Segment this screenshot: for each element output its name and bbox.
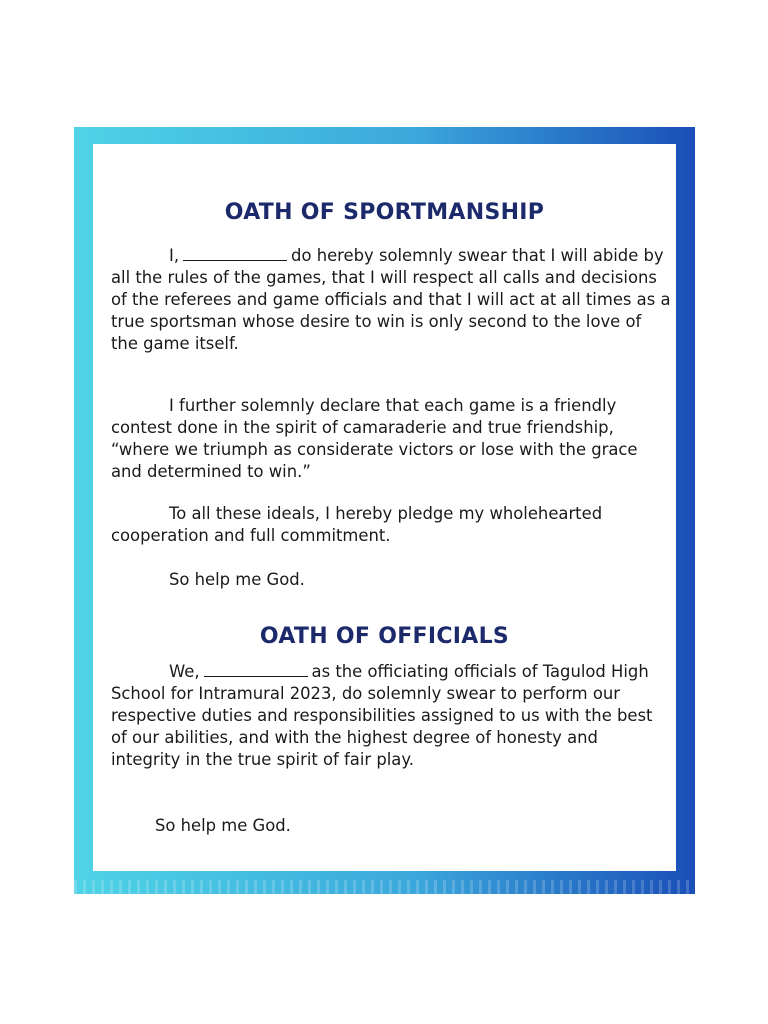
officials-title: OATH OF OFFICIALS	[259, 624, 510, 649]
officials-paragraph-1-text: as the officiating officials of Tagulod High School for Intramural 2023, do solemnly swear to perform our respective duties and responsibilities assigned to us with the best of our abilities, and with the highest degree of honesty and integrity in the true spirit of fair play.	[111, 662, 653, 769]
sportsmanship-paragraph-3-text: To all these ideals, I hereby pledge my wholehearted cooperation and full commitment.	[111, 504, 603, 545]
sportsmanship-paragraph-3	[111, 503, 671, 547]
name-blank-line	[183, 246, 287, 261]
sportsmanship-paragraph-1-text: do hereby solemnly swear that I will abide by all the rules of the games, that I will respect all calls and decisions of the referees and game officials and that I will act at all times as a true sportsman whose desire to win is only second to the love of the game itself.	[111, 246, 671, 353]
officials-pronoun: We,	[169, 662, 200, 681]
sportsmanship-closing: So help me God.	[169, 570, 305, 589]
sportsmanship-paragraph-2-text: I further solemnly declare that each game is a friendly contest done in the spirit of camaraderie and true friendship, “where we triumph as considerate victors or lose with the grace and determined to win.”	[111, 396, 638, 481]
sportsmanship-paragraph-1	[111, 245, 671, 355]
officials-paragraph-1	[111, 661, 671, 771]
name-blank-line	[204, 662, 308, 677]
sportsmanship-paragraph-2	[111, 395, 671, 483]
officials-closing: So help me God.	[155, 816, 291, 835]
sportsmanship-pronoun: I,	[169, 246, 180, 265]
sportsmanship-title: OATH OF SPORTMANSHIP	[224, 200, 545, 225]
border-frame	[74, 127, 695, 894]
oath-card	[93, 144, 676, 871]
